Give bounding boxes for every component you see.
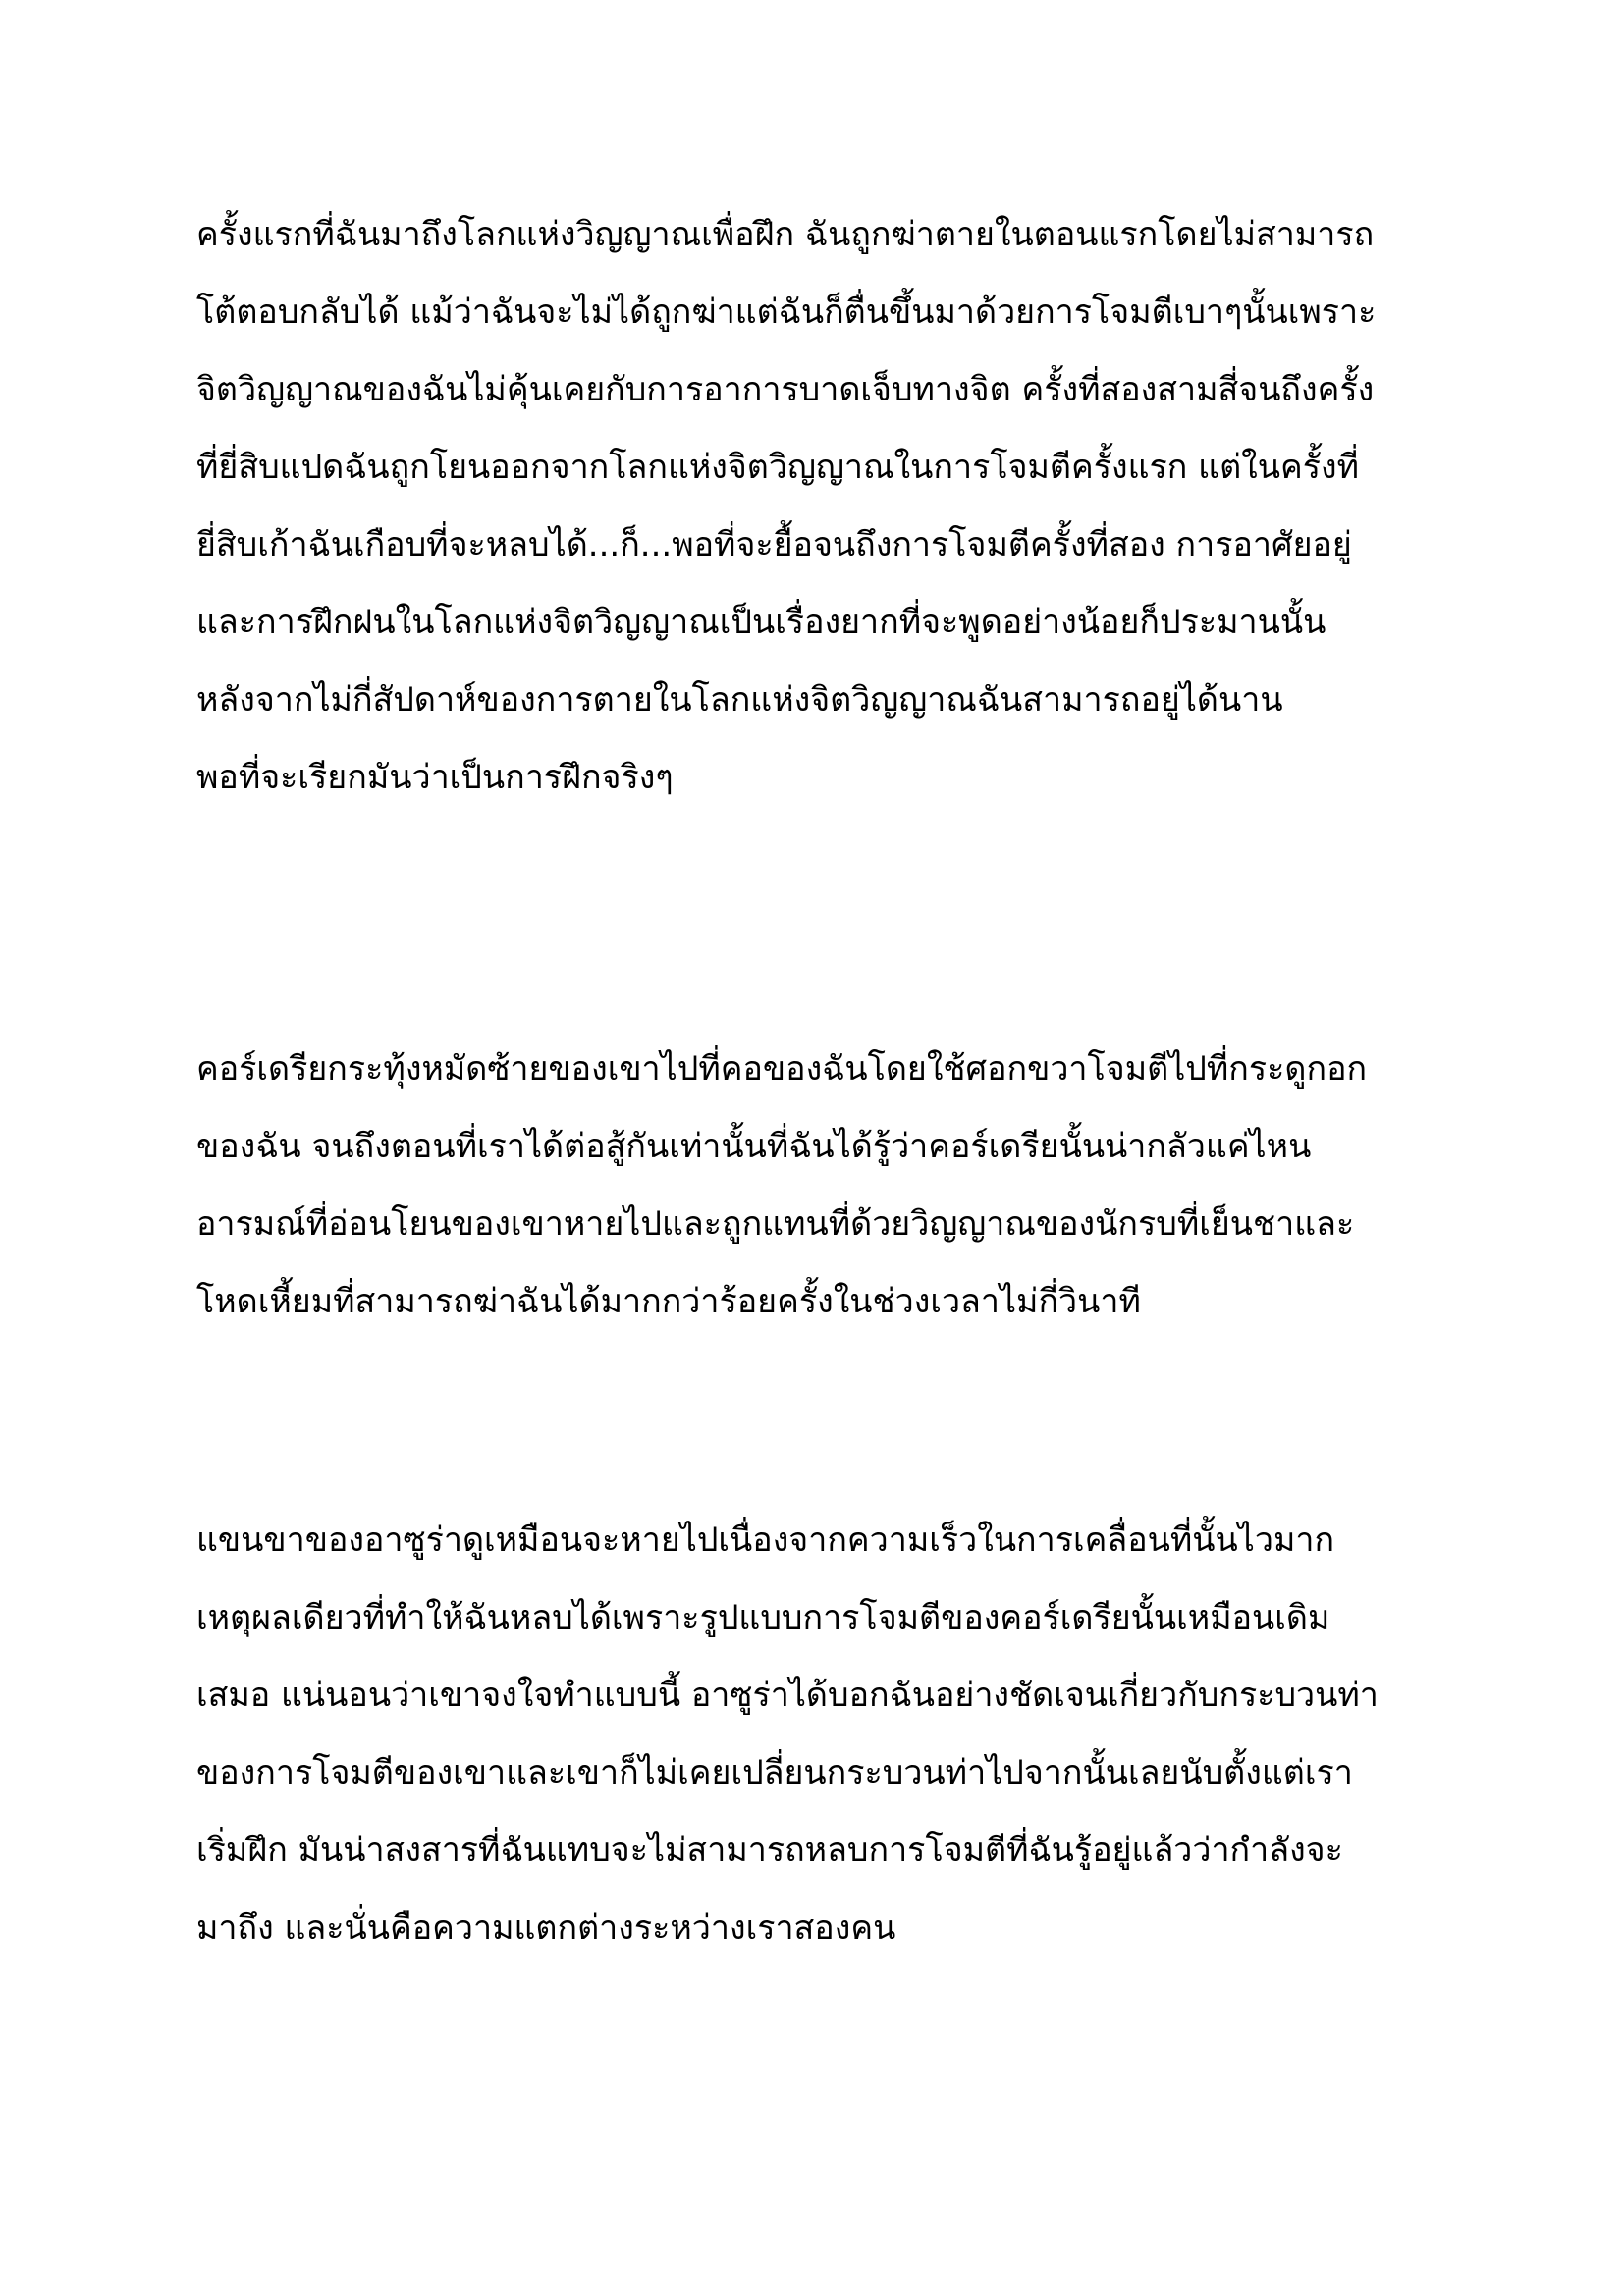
text-line: ของฉัน จนถึงตอนที่เราได้ต่อสู้กันเท่านั้นที่ฉันได้รู้ว่าคอร์เดรียนั้นน่ากลัวแค่ไหน (196, 1127, 1312, 1166)
text-line: โหดเหี้ยมที่สามารถฆ่าฉันได้มากกว่าร้อยครั้งในช่วงเวลาไม่กี่วินาที (196, 1282, 1141, 1321)
text-line: ยี่สิบเก้าฉันเกือบที่จะหลบได้...ก็...พอที่จะยื้อจนถึงการโจมตีครั้งที่สอง การอาศัยอยู่ (196, 525, 1352, 564)
text-line: หลังจากไม่กี่สัปดาห์ของการตายในโลกแห่งจิตวิญญาณฉันสามารถอยู่ได้นาน (196, 680, 1283, 720)
paragraph-3 (196, 1502, 1473, 1967)
paragraph-2 (196, 1031, 1473, 1341)
text-line: แขนขาของอาซูร่าดูเหมือนจะหายไปเนื่องจากความเร็วในการเคลื่อนที่นั้นไวมาก (196, 1521, 1335, 1560)
text-line: เหตุผลเดียวที่ทำให้ฉันหลบได้เพราะรูปแบบการโจมตีของคอร์เดรียนั้นเหมือนเดิม (196, 1598, 1330, 1637)
text-line: โต้ตอบกลับได้ แม้ว่าฉันจะไม่ได้ถูกฆ่าแต่ฉันก็ตื่นขึ้นมาด้วยการโจมตีเบาๆนั้นเพราะ (196, 293, 1377, 332)
text-line: คอร์เดรียกระทุ้งหมัดซ้ายของเขาไปที่คอของฉันโดยใช้ศอกขวาโจมตีไปที่กระดูกอก (196, 1049, 1368, 1089)
text-line: ครั้งแรกที่ฉันมาถึงโลกแห่งวิญญาณเพื่อฝึก ฉันถูกฆ่าตายในตอนแรกโดยไม่สามารถ (196, 215, 1375, 254)
paragraph-1 (196, 196, 1473, 817)
text-line: และการฝึกฝนในโลกแห่งจิตวิญญาณเป็นเรื่องยากที่จะพูดอย่างน้อยก็ประมานนั้น (196, 603, 1326, 642)
text-line: ที่ยี่สิบแปดฉันถูกโยนออกจากโลกแห่งจิตวิญญาณในการโจมตีครั้งแรก แต่ในครั้งที่ (196, 448, 1360, 487)
text-line: เริ่มฝึก มันน่าสงสารที่ฉันแทบจะไม่สามารถหลบการโจมตีที่ฉันรู้อยู่แล้วว่ากำลังจะ (196, 1831, 1343, 1870)
text-line: จิตวิญญาณของฉันไม่คุ้นเคยกับการอาการบาดเจ็บทางจิต ครั้งที่สองสามสี่จนถึงครั้ง (196, 370, 1375, 409)
text-line: เสมอ แน่นอนว่าเขาจงใจทำแบบนี้ อาซูร่าได้บอกฉันอย่างชัดเจนเกี่ยวกับกระบวนท่า (196, 1676, 1379, 1715)
text-line: พอที่จะเรียกมันว่าเป็นการฝึกจริงๆ (196, 758, 674, 797)
text-line: มาถึง และนั่นคือความแตกต่างระหว่างเราสองคน (196, 1908, 896, 1948)
text-line: อารมณ์ที่อ่อนโยนของเขาหายไปและถูกแทนที่ด้วยวิญญาณของนักรบที่เย็นชาและ (196, 1204, 1355, 1244)
text-line: ของการโจมตีของเขาและเขาก็ไม่เคยเปลี่ยนกระบวนท่าไปจากนั้นเลยนับตั้งแต่เรา (196, 1753, 1353, 1792)
